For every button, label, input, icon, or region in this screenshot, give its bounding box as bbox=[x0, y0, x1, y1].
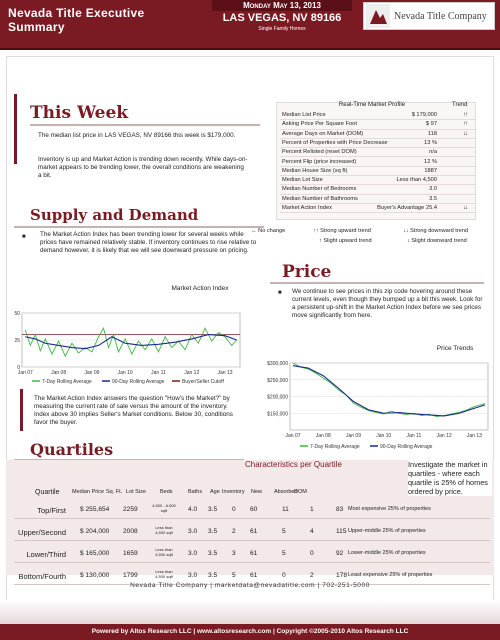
market-profile-row bbox=[280, 131, 475, 139]
logo-text: Nevada Title Company bbox=[394, 10, 487, 22]
supply-demand-heading: Supply and Demand bbox=[30, 206, 199, 224]
y-tick-label: $150,000 bbox=[267, 411, 288, 418]
quartile-description: Least expensive 25% of properties bbox=[348, 572, 433, 578]
quartile-cell-inventory: 60 bbox=[250, 506, 258, 513]
y-tick-label: $200,000 bbox=[267, 394, 288, 401]
x-tick-label: Jan 08 bbox=[51, 370, 67, 376]
price-chart-title: Price Trends bbox=[436, 345, 474, 352]
this-week-heading: This Week bbox=[30, 103, 129, 123]
quartile-cell-beds: 3.0 bbox=[188, 572, 198, 579]
profile-row-value: 118 bbox=[427, 130, 437, 137]
profile-row-value: 12 % bbox=[424, 158, 437, 165]
quartile-cell-lot: Less than 4,500 sqft bbox=[155, 525, 173, 535]
profile-row-trend-icon: ↑↑ bbox=[463, 121, 467, 128]
legend-label: 7-Day Rolling Average bbox=[310, 443, 360, 450]
profile-row-label: Percent Flip (price increased) bbox=[282, 158, 357, 165]
x-tick-label: Jan 11 bbox=[151, 370, 166, 376]
this-week-inventory-text: Inventory is up and Market Action is trending down recently. While days-on-market appears to be trending lower, the overall conditions are weakening a bit. bbox=[38, 156, 248, 179]
quartile-cell-age: 3 bbox=[232, 550, 236, 557]
market-profile-row bbox=[280, 149, 475, 157]
quartile-description: Most expensive 25% of properties bbox=[348, 506, 431, 512]
bullet-icon: ■ bbox=[22, 234, 26, 240]
x-tick-label: Jan 08 bbox=[315, 433, 331, 439]
accent-bar bbox=[20, 389, 23, 431]
profile-row-label: Percent of Properties with Price Decrease bbox=[282, 139, 388, 146]
quartile-cell-baths: 3.5 bbox=[208, 528, 218, 535]
quartile-description: Lower-middle 25% of properties bbox=[348, 550, 426, 556]
quartile-cell-new: 11 bbox=[282, 506, 289, 513]
profile-row-value: Less than 4,500 bbox=[396, 177, 437, 184]
divider bbox=[14, 226, 264, 228]
quartile-cell-beds: 3.0 bbox=[188, 550, 198, 557]
logo-mark-icon bbox=[366, 4, 390, 28]
x-tick-label: Jan 12 bbox=[184, 370, 200, 376]
quartile-cell-inventory: 61 bbox=[250, 572, 258, 579]
quartile-column-header: Quartile bbox=[35, 489, 60, 496]
x-tick-label: Jan 09 bbox=[84, 370, 100, 376]
x-tick-label: Jan 10 bbox=[117, 370, 133, 376]
divider bbox=[270, 282, 484, 284]
quartile-cell-quartile: Upper/Second bbox=[18, 528, 66, 537]
profile-row-label: Median List Price bbox=[282, 112, 326, 118]
legend-label: 90-Day Rolling Average bbox=[380, 443, 433, 450]
market-profile-row bbox=[280, 205, 475, 213]
profile-row-value: n/a bbox=[429, 149, 437, 156]
profile-row-trend-icon: ↓↓ bbox=[463, 205, 467, 211]
quartile-cell-lot: Less than 4,500 sqft bbox=[155, 569, 173, 579]
quartiles-heading: Quartiles bbox=[30, 440, 114, 459]
legend-slight-up: ↑ Slight upward trend bbox=[319, 238, 372, 244]
x-tick-label: Jan 12 bbox=[436, 433, 452, 439]
bullet-icon: ■ bbox=[278, 290, 282, 296]
report-date: Monday May 13, 2013 bbox=[212, 0, 352, 11]
quartile-cell-dom: 178 bbox=[336, 572, 348, 579]
company-logo bbox=[363, 2, 495, 30]
quartile-cell-quartile: Top/First bbox=[37, 506, 66, 515]
quartile-column-header: Absorbed bbox=[274, 489, 298, 495]
mai-note-text: The Market Action Index answers the question "How's the Market?" by measuring the current rate of sale versus the amount of the inventory. Index above 30 implies Seller's Market conditions. Below 30, conditions favor the buyer. bbox=[34, 395, 233, 426]
quartile-cell-price: $ 130,000 bbox=[80, 572, 110, 579]
market-action-index-chart bbox=[10, 295, 245, 387]
quartile-column-header: Inventory bbox=[222, 489, 245, 495]
quartile-cell-inventory: 61 bbox=[250, 550, 258, 557]
market-profile-row bbox=[280, 140, 475, 148]
y-tick-label: 25 bbox=[14, 338, 20, 344]
profile-row-label: Median House Size (sq ft) bbox=[282, 167, 348, 174]
quartile-cell-baths: 3.5 bbox=[208, 550, 218, 557]
quartile-cell-price: $ 255,654 bbox=[80, 506, 110, 513]
profile-row-trend-icon: ↓↓ bbox=[463, 130, 467, 137]
profile-row-label: Median Number of Bathrooms bbox=[282, 195, 358, 202]
legend-slight-down: ↓ Slight downward trend bbox=[407, 238, 467, 244]
profile-row-value: $ 97 bbox=[425, 121, 437, 128]
quartile-cell-sqft: 2008 bbox=[123, 528, 138, 535]
profile-row-value: 3.0 bbox=[429, 186, 437, 193]
footer-contact: Nevada Title Company | marketdata@nevadatitle.com | 702-251-5000 bbox=[130, 582, 370, 589]
legend-label: 7-Day Rolling Average bbox=[42, 378, 92, 385]
profile-row-label: Median Lot Size bbox=[282, 177, 323, 184]
quartile-cell-new: 0 bbox=[282, 572, 286, 579]
quartile-cell-quartile: Bottom/Fourth bbox=[18, 572, 66, 581]
report-city: LAS VEGAS, NV 89166 bbox=[222, 12, 342, 24]
quartile-cell-beds: 3.0 bbox=[188, 528, 198, 535]
quartile-cell-sqft: 2259 bbox=[123, 506, 138, 513]
quartile-cell-dom: 92 bbox=[336, 550, 344, 557]
quartile-cell-absorbed: 2 bbox=[310, 572, 314, 579]
y-tick-label: 0 bbox=[17, 365, 20, 371]
quartile-cell-new: 5 bbox=[282, 550, 286, 557]
quartile-cell-price: $ 165,000 bbox=[80, 550, 110, 557]
market-profile-row bbox=[280, 121, 475, 129]
y-tick-label: 50 bbox=[14, 311, 20, 317]
quartile-cell-sqft: 1659 bbox=[123, 550, 138, 557]
x-tick-label: Jan 13 bbox=[217, 370, 233, 376]
quartile-row-divider bbox=[14, 518, 490, 519]
quartile-cell-lot: Less than 4,500 sqft bbox=[155, 547, 173, 557]
profile-row-label: Market Action Index bbox=[282, 205, 332, 211]
quartile-cell-new: 5 bbox=[282, 528, 286, 535]
profile-row-value: 1887 bbox=[424, 167, 437, 174]
quartile-cell-baths: 3.5 bbox=[208, 572, 218, 579]
x-tick-label: Jan 07 bbox=[285, 433, 301, 439]
footer-band bbox=[0, 600, 500, 624]
quartile-column-header: Age bbox=[210, 489, 220, 495]
quartile-cell-dom: 83 bbox=[336, 506, 344, 513]
x-tick-label: Jan 13 bbox=[466, 433, 482, 439]
y-tick-label: $250,000 bbox=[267, 377, 288, 384]
quartiles-intro: Investigate the market in quartiles - where each quartile is 25% of homes ordered by price. bbox=[408, 460, 492, 496]
quartile-cell-age: 0 bbox=[232, 506, 236, 513]
quartile-cell-age: 5 bbox=[232, 572, 236, 579]
quartile-column-header: Baths bbox=[188, 489, 203, 495]
quartile-column-header: Lot Size bbox=[126, 489, 146, 495]
y-tick-label: $300,000 bbox=[267, 361, 288, 367]
quartile-column-header: Median Price bbox=[72, 489, 105, 495]
quartile-cell-dom: 115 bbox=[336, 528, 347, 535]
report-subtitle: Single Family Homes bbox=[258, 26, 306, 32]
quartile-cell-quartile: Lower/Third bbox=[26, 550, 66, 559]
quartile-column-header: DOM bbox=[294, 489, 307, 495]
x-tick-label: Jan 10 bbox=[376, 433, 392, 439]
price-trends-chart bbox=[256, 355, 492, 450]
quartile-cell-price: $ 204,000 bbox=[80, 528, 110, 535]
legend-label: Buyer/Seller Cutoff bbox=[182, 378, 224, 385]
quartile-column-header: Beds bbox=[160, 489, 173, 495]
divider bbox=[30, 124, 260, 126]
profile-row-value: Buyer's Advantage 25.4 bbox=[377, 205, 437, 211]
market-profile-row bbox=[280, 168, 475, 176]
supply-demand-text: The Market Action Index has been trending lower for several weeks while prices have remained relatively stable. If inventory continues to rise relative to demand however, it is likely that we will see downward pressure on pricing. bbox=[40, 231, 257, 254]
quartile-cell-inventory: 61 bbox=[250, 528, 258, 535]
report-title: Nevada Title Executive Summary bbox=[8, 6, 145, 34]
quartile-cell-absorbed: 1 bbox=[310, 506, 314, 513]
legend-label: 90-Day Rolling Average bbox=[112, 378, 165, 385]
price-text: We continue to see prices in this zip code hovering around these current levels, even though they bumped up a bit this week. Look for a persistent up-shift in the Market Action Index before we see prices move significantly from here. bbox=[292, 288, 483, 319]
profile-row-trend-icon: ↑↑ bbox=[463, 112, 467, 118]
profile-row-value: 3.5 bbox=[429, 195, 437, 202]
x-tick-label: Jan 07 bbox=[17, 370, 33, 376]
profile-row-value: 13 % bbox=[424, 139, 437, 146]
quartile-column-header: Sq. Ft. bbox=[106, 489, 123, 495]
market-profile-row bbox=[280, 159, 475, 167]
market-profile-row bbox=[280, 112, 475, 120]
x-tick-label: Jan 09 bbox=[345, 433, 361, 439]
market-profile-row bbox=[280, 186, 475, 194]
legend-strong-down: ↓↓ Strong downward trend bbox=[403, 228, 468, 234]
market-profile-trend-header: Trend bbox=[452, 102, 468, 108]
quartile-cell-baths: 3.5 bbox=[208, 506, 218, 513]
accent-bar bbox=[14, 94, 17, 164]
profile-row-label: Median Number of Bedrooms bbox=[282, 186, 357, 193]
market-profile-row bbox=[280, 177, 475, 185]
quartile-row-divider bbox=[14, 540, 490, 541]
quartile-description: Upper-middle 25% of properties bbox=[348, 528, 426, 534]
quartile-column-header: New bbox=[251, 489, 263, 495]
profile-row-label: Asking Price Per Square Foot bbox=[282, 121, 357, 128]
x-tick-label: Jan 11 bbox=[406, 433, 422, 439]
quartile-cell-absorbed: 4 bbox=[310, 528, 314, 535]
legend-no-change: ↔ No change bbox=[251, 228, 286, 234]
profile-row-value: $ 179,000 bbox=[411, 112, 437, 118]
market-profile-row bbox=[280, 196, 475, 204]
this-week-price-text: The median list price in LAS VEGAS, NV 89166 this week is $179,000. bbox=[38, 132, 236, 139]
quartile-row-divider bbox=[14, 562, 490, 563]
quartile-cell-beds: 4.0 bbox=[188, 506, 198, 513]
price-heading: Price bbox=[282, 262, 332, 282]
market-profile-title: Real-Time Market Profile bbox=[338, 102, 406, 108]
quartile-cell-sqft: 1799 bbox=[123, 572, 138, 579]
profile-row-label: Percent Relisted (reset DOM) bbox=[282, 149, 357, 156]
legend-strong-up: ↑↑ Strong upward trend bbox=[313, 228, 371, 234]
quartile-cell-lot: 4,500 - 6,500 sqft bbox=[152, 503, 176, 513]
quartile-cell-age: 2 bbox=[232, 528, 236, 535]
footer-powered-by: Powered by Altos Research LLC | www.altosresearch.com | Copyright ©2005-2010 Altos Research LLC bbox=[0, 624, 500, 640]
mai-chart-title: Market Action Index bbox=[171, 285, 229, 292]
quartile-cell-absorbed: 0 bbox=[310, 550, 314, 557]
characteristics-title: Characteristics per Quartile bbox=[245, 460, 342, 469]
profile-row-label: Average Days on Market (DOM) bbox=[282, 130, 364, 137]
